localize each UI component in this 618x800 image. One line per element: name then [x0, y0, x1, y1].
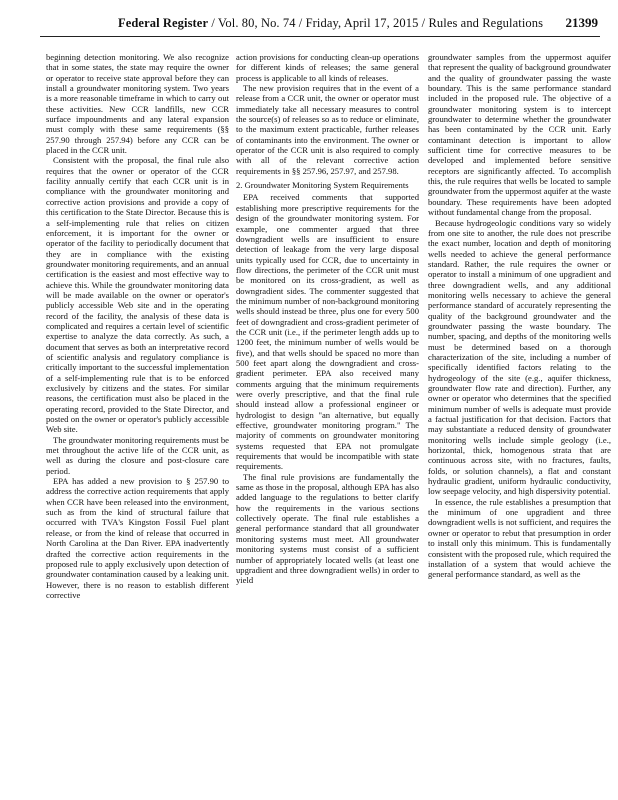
- running-head: [118, 16, 543, 31]
- paragraph: The new provision requires that in the event of a release from a CCR unit, the owner or operator must immediately take all necessary measures to control the source(s) of releases so as to reduce or eliminate, to the maximum extent practicable, further releases of contaminants into the environment. The owner or operator of the CCR unit is also required to comply with all of the relevant corrective action requirements in §§ 257.96, 257.97, and 257.98.: [236, 83, 419, 176]
- paragraph: groundwater samples from the uppermost aquifer that represent the quality of background groundwater and the quality of groundwater passing the waste boundary. This is the same performance standard included in the proposed rule. The objective of a groundwater monitoring system is to intercept groundwater to determine whether the groundwater has been contaminated by the CCR unit. Early contaminant detection is important to allow sufficient time for corrective measures to be developed and implemented before sensitive receptors are significantly affected. To accomplish this, the rule requires that wells be located to sample groundwater from the uppermost aquifer at the waste boundary. These requirements have been adopted without fundamental change from the proposal.: [428, 52, 611, 218]
- paragraph: The groundwater monitoring requirements must be met throughout the active life of the CCR unit, as well as during the closure and post-closure care period.: [46, 434, 229, 476]
- paragraph: EPA has added a new provision to § 257.90 to address the corrective action requirements that apply when CCR have been released into the environment, such as from the kind of structural failure that occurred with TVA's Kingston Fossil Fuel plant release, or from the kind of release that occurred in North Carolina at the Dan River. EPA inadvertently drafted the corrective action requirements in the proposed rule to apply exclusively upon detection of groundwater contamination caused by a leaking unit. However, there is no reason to establish different corrective: [46, 476, 229, 600]
- page-number: 21399: [565, 15, 598, 30]
- running-header: [40, 14, 600, 37]
- paragraph: beginning detection monitoring. We also recognize that in some states, the state may require the owner or operator to receive state approval before they can install a groundwater monitoring system. Two years is a more reasonable timeframe in which to carry out these activities. New CCR landfills, new CCR surface impoundments and any lateral expansion must comply with these same requirements (§§ 257.90 through 257.94) before any CCR can be placed in the CCR unit.: [46, 52, 229, 156]
- section-heading: 2. Groundwater Monitoring System Requirements: [236, 180, 409, 191]
- paragraph: action provisions for conducting clean-up operations for different kinds of releases; the same general process is applicable to all kinds of releases.: [236, 52, 419, 83]
- text-column-3: [428, 52, 611, 787]
- text-column-1: [46, 52, 229, 787]
- issue-info: / Vol. 80, No. 74 / Friday, April 17, 2015 / Rules and Regulations: [211, 16, 544, 30]
- paragraph: Because hydrogeologic conditions vary so widely from one site to another, the rule does not prescribe the exact number, location and depth of monitoring wells needed to achieve the general performance standard. Rather, the rule requires the owner or operator to install a minimum of one upgradient and three downgradient wells, and any additional monitoring wells necessary to achieve the general performance standard of accurately representing the quality of the background groundwater and the groundwater passing the waste boundary. The number, spacing, and depths of the monitoring wells must be determined based on a thorough characterization of the site, including a number of specifically identified factors relating to the hydrogeology of the site (e.g., aquifer thickness, groundwater flow rate and direction). Further, any owner or operator who determines that the specified minimum number of wells is adequate must provide a factual justification for that decision. Factors that may substantiate a reduced density of groundwater monitoring wells include simple geology (i.e., horizontal, thick, homogenous strata that are continuous across site, with no fractures, faults, folds, or solution channels), a flat and constant hydraulic gradient, uniform hydraulic conductivity, low seepage velocity, and high dispersivity potential.: [428, 217, 611, 497]
- paragraph: Consistent with the proposal, the final rule also requires that the owner or operator of the CCR facility annually certify that each CCR unit is in compliance with the groundwater monitoring and corrective action provisions and provide a copy of this certification to the State Director. Because this is a self-implementing rule that relies on citizen enforcement, it is important for the owner or operator of the facility to periodically document that they are in compliance with the existing groundwater monitoring requirements, and an annual certification is the easiest and most effective way to achieve this. While the groundwater monitoring data will be made available on the owner or operator's publicly accessible Web site and in the operating record of the facility, the analysis of these data is complicated and requires a certain level of scientific expertise to analyze the data correctly. As such, a document that serves as both an interpretative record of scientific analysis and regulatory compliance is critically important to the successful implementation of a self-implementing rule that is to be enforced exclusively by citizens and the states. For similar reasons, the certification must also be placed in the operating record, provided to the State Director, and posted on the owner or operator's publicly accessible Web site.: [46, 155, 229, 435]
- paragraph: In essence, the rule establishes a presumption that the minimum of one upgradient and three downgradient wells is not sufficient, and requires the owner or operator to rebut that presumption in order to install only this minimum. This is fundamentally consistent with the proposed rule, which required the installation of a system that would achieve the general performance standard, as well as the: [428, 496, 611, 580]
- journal-name: Federal Register: [118, 16, 209, 30]
- text-column-2: [236, 52, 419, 787]
- paragraph: The final rule provisions are fundamentally the same as those in the proposal, although EPA has also added language to the regulations to better clarify how the requirements in the various sections collectively operate. The final rule establishes a general performance standard that all groundwater monitoring systems must meet. All groundwater monitoring systems must consist of a sufficient number of appropriately located wells (at least one upgradient and three downgradient wells) in order to yield: [236, 471, 419, 586]
- paragraph: EPA received comments that supported establishing more prescriptive requirements for the design of the groundwater monitoring system. For example, one commenter argued that three downgradient wells are insufficient to ensure detection of leakage from the very large disposal units typically used for CCR, due to uncertainty in flow directions, the perimeter of the CCR unit must be monitored on its cross-gradient, as well as downgradient sides. The commenter suggested that the minimum number of non-background monitoring wells should instead be three, plus one for every 500 feet of downgradient and cross-gradient perimeter of the CCR unit (i.e., if the perimeter length adds up to 1200 feet, the minimum number of wells would be five), and that wells should be spaced no more than 500 feet apart along the downgradient and cross-gradient perimeter. EPA also received many comments arguing that the minimum requirements were overly prescriptive, and that the final rule should instead allow a professional engineer or hydrologist to design "an alternative, but equally effective, groundwater monitoring program." The majority of comments on groundwater monitoring systems requested that EPA not promulgate requirements that would be incompatible with state requirements.: [236, 192, 419, 472]
